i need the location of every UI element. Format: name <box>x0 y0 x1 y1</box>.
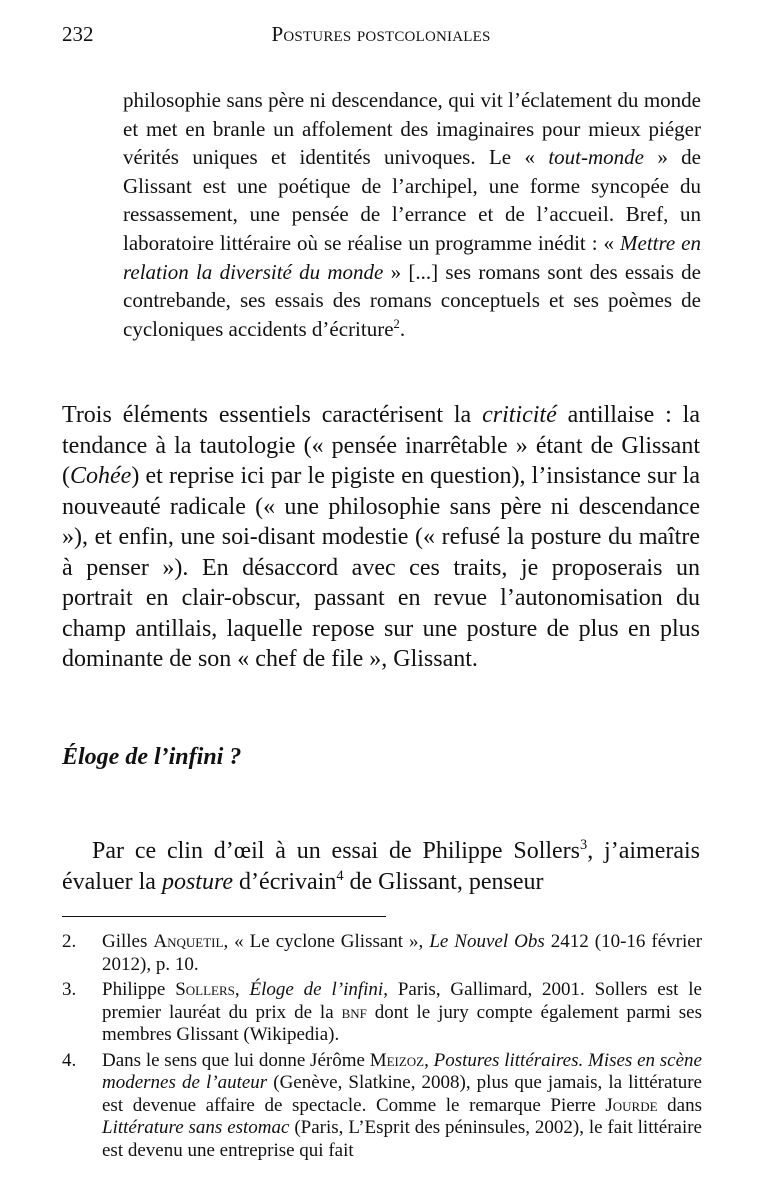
quote-emphasis: Mettre en relation la diversité du monde <box>123 230 701 284</box>
work-title: Le Nouvel Obs <box>429 931 545 952</box>
body-paragraph <box>62 400 700 675</box>
footnote-number: 3. <box>62 979 77 1000</box>
paragraph-text: Par ce clin d’œil à un essai de Philippe Sollers <box>92 838 581 864</box>
page-number: 232 <box>62 22 94 46</box>
author-name: Sollers <box>175 979 235 1000</box>
author-name: Anquetil <box>153 931 224 952</box>
quote-emphasis: tout-monde <box>548 145 644 170</box>
quote-text: . <box>399 316 406 341</box>
footnote-text: Philippe <box>102 979 176 1000</box>
footnote-text: , <box>234 979 250 1000</box>
paragraph-text: ) et reprise ici par le pigiste en question), l’insistance sur la nouveauté radicale (« une philosophie sans père ni descendance »), et enfin, une soi-disant modestie (« refusé la posture du maître à penser »). En désaccord avec ces traits, je proposerais un portrait en clair-obscur, passant en revue l’autonomisation du champ antillais, laquelle repose sur une posture de plus en plus dominante de son « chef de file », Glissant. <box>62 463 700 672</box>
footnote-text: (Paris, L’Esprit des péninsules, 2002), le fait littéraire est devenu une entreprise qui fait <box>102 1117 702 1161</box>
footnote <box>62 1050 702 1163</box>
paragraph-text: Trois éléments essentiels caractérisent la <box>62 402 483 428</box>
footnote-number: 4. <box>62 1049 77 1071</box>
author-name: Meizoz <box>369 1049 425 1071</box>
footnote-text: , <box>424 1049 434 1071</box>
footnote-text: , Paris, Gallimard, 2001. Sollers est le premier lauréat du prix de la <box>102 979 702 1023</box>
paragraph-text: de Glissant, penseur <box>343 868 544 895</box>
footnote-ref[interactable]: 2 <box>393 316 400 331</box>
footnote-text: 2412 (10-16 février 2012), p. 10. <box>102 931 703 975</box>
quote-text: philosophie sans père ni descendance, qui vit l’éclatement du monde et met en branle un affolement des imaginaires pour mieux piéger vérités uniques et identités univoques. Le « <box>123 88 701 170</box>
footnote-text: , « Le cyclone Glissant », <box>223 931 430 952</box>
work-title: Littérature sans estomac <box>102 1117 290 1138</box>
footnote-text: dans <box>657 1094 702 1116</box>
running-header <box>62 22 700 50</box>
paragraph-text: antillaise : la tendance à la tautologie (« pensée inarrêtable » étant de Glissant ( <box>62 402 700 489</box>
paragraph-emphasis: Cohée <box>70 463 132 489</box>
footnotes <box>62 931 702 1162</box>
paragraph-emphasis: criticité <box>482 402 557 428</box>
acronym: bnf <box>341 1001 367 1023</box>
author-name: Jourde <box>605 1094 658 1116</box>
footnote-text: dont le jury compte également parmi ses membres Glissant (Wikipedia). <box>102 1001 702 1045</box>
work-title: Éloge de l’infini <box>249 979 384 1000</box>
footnote-ref[interactable]: 3 <box>580 837 588 853</box>
paragraph-text: , j’aimerais évaluer la <box>62 838 700 895</box>
body-paragraph <box>62 836 700 897</box>
work-title: Postures littéraires. Mises en scène modernes de l’auteur <box>102 1049 702 1093</box>
footnote <box>62 931 702 976</box>
paragraph-text: d’écrivain <box>233 868 337 895</box>
block-quote <box>123 86 701 343</box>
footnote-number: 2. <box>62 931 77 952</box>
footnote-text: (Genève, Slatkine, 2008), plus que jamais, la littérature est devenue affaire de spectacle. Comme le remarque Pierre <box>102 1072 702 1116</box>
footnote-ref[interactable]: 4 <box>336 867 344 884</box>
paragraph-emphasis: posture <box>161 868 234 895</box>
section-heading: Éloge de l’infini ? <box>62 744 242 770</box>
quote-text: » de Glissant est une poétique de l’archipel, une forme syncopée du ressassement, une pensée de l’errance et de l’accueil. Bref, un laboratoire littéraire où se réalise un programme inédit : « <box>123 145 701 255</box>
running-title: Postures postcoloniales <box>271 22 491 46</box>
quote-text: » [...] ses romans sont des essais de contrebande, ses essais des romans conceptuels et ses poèmes de cycloniques accidents d’écriture <box>123 259 701 341</box>
footnote-text: Gilles <box>102 931 154 952</box>
footnote-text: Dans le sens que lui donne Jérôme <box>102 1049 370 1071</box>
footnote-divider <box>62 916 386 917</box>
footnote <box>62 979 702 1047</box>
